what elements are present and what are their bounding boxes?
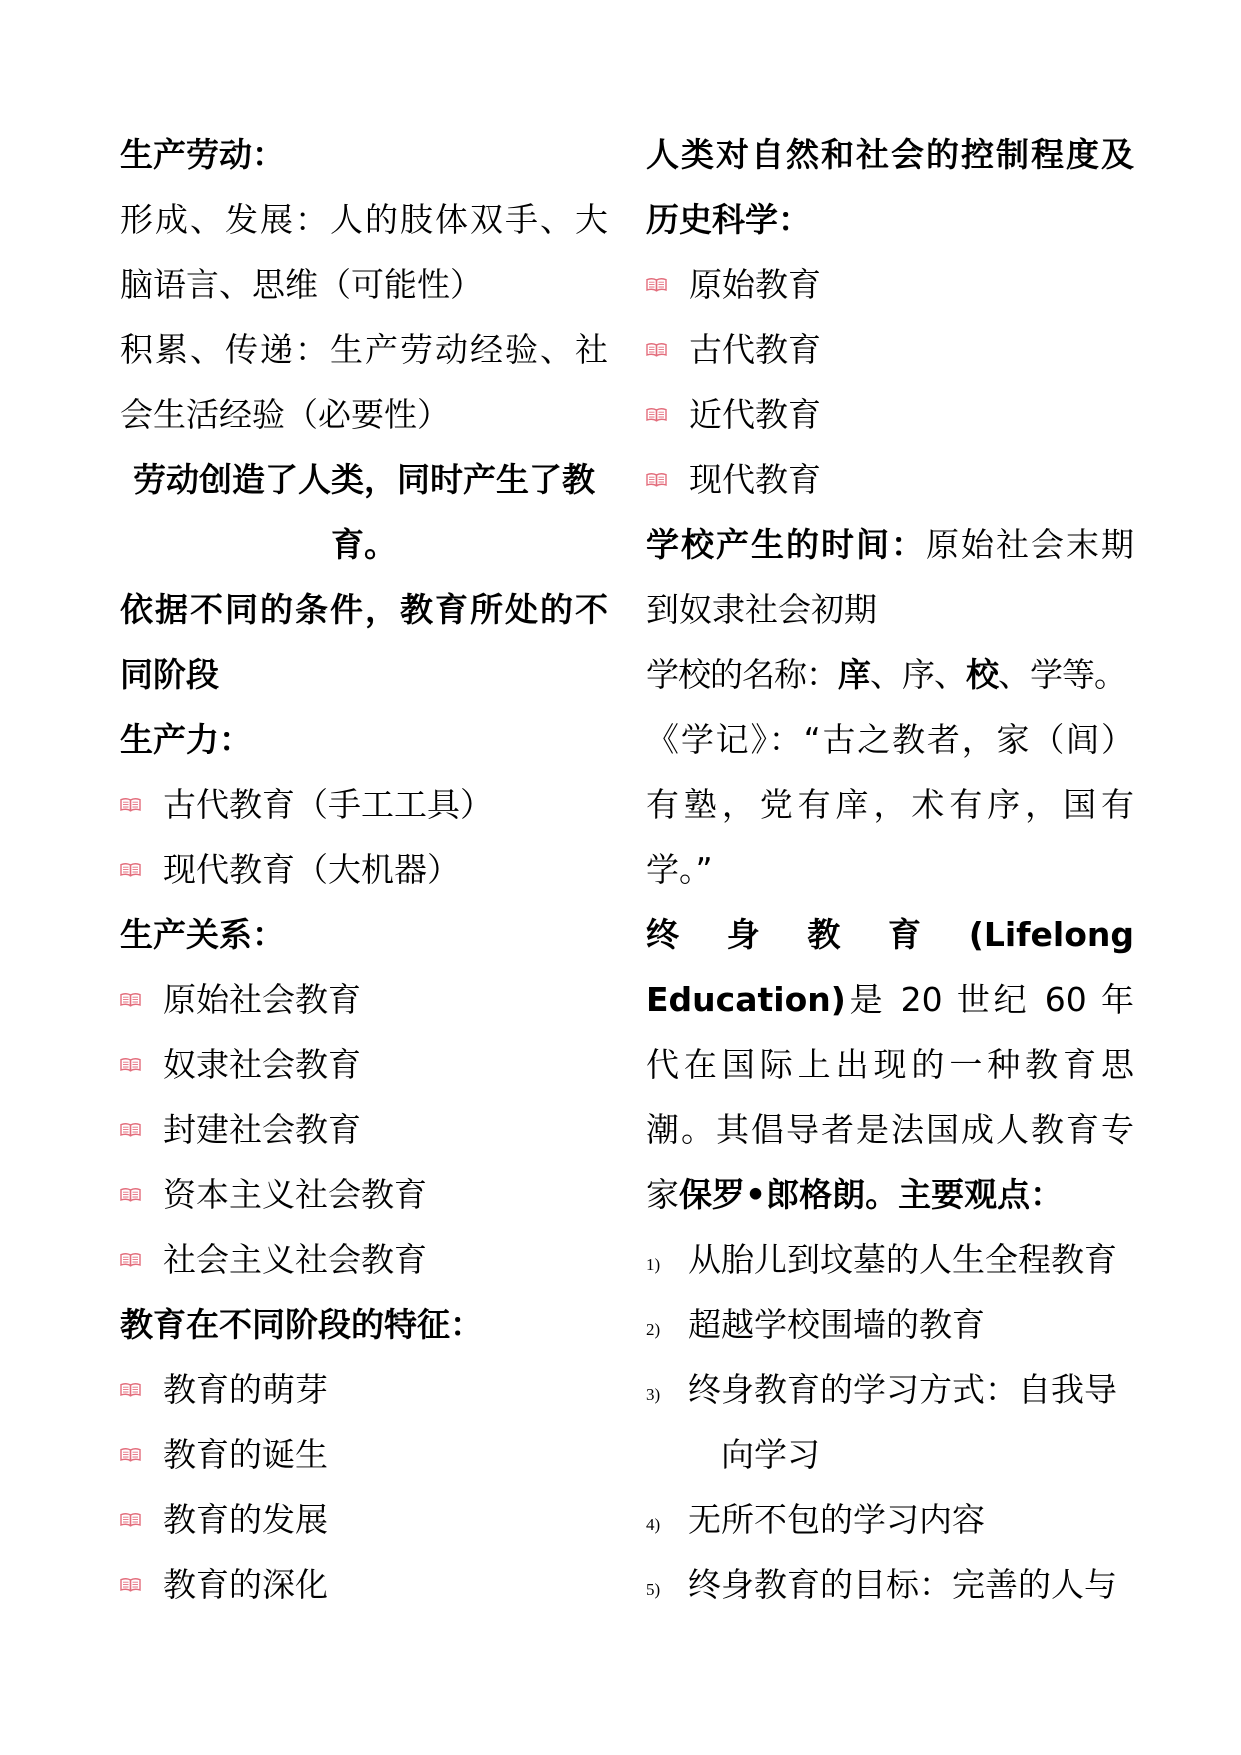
list-item bbox=[646, 447, 1134, 512]
list-item bbox=[120, 1552, 608, 1617]
school-time-text: 原始社会末期到奴隶社会初期 bbox=[646, 525, 1134, 629]
numbered-item bbox=[646, 1227, 1134, 1292]
list-item bbox=[120, 1162, 608, 1227]
paragraph: 形成、发展：人的肢体双手、大脑语言、思维（可能性） bbox=[120, 200, 608, 304]
school-name-xiang: 庠 bbox=[838, 655, 870, 694]
conclusion-statement: 劳动创造了人类，同时产生了教育。 bbox=[133, 460, 595, 564]
school-name-xiao: 校 bbox=[966, 655, 998, 694]
list-item-text: 现代教育 bbox=[689, 460, 821, 499]
list-item bbox=[646, 382, 1134, 447]
book-icon bbox=[646, 407, 667, 422]
lifelong-advocate: 保罗•郎格朗。主要观点： bbox=[679, 1175, 1064, 1214]
book-icon bbox=[120, 1512, 141, 1527]
right-column bbox=[646, 122, 1134, 1617]
list-item-text: 古代教育（手工工具） bbox=[163, 785, 493, 824]
numbered-item-text: 超越学校围墙的教育 bbox=[688, 1305, 985, 1344]
book-icon bbox=[120, 1122, 141, 1137]
lifelong-text: 是 20 世纪 60 年代在国际上出现的一种教育思潮。其倡导者是法国成人教育专家 bbox=[646, 980, 1134, 1214]
book-icon bbox=[120, 1577, 141, 1592]
list-item bbox=[646, 252, 1134, 317]
book-icon bbox=[120, 797, 141, 812]
list-item-text: 奴隶社会教育 bbox=[163, 1045, 361, 1084]
list-item-text: 教育的萌芽 bbox=[163, 1370, 328, 1409]
heading-relations: 生产关系： bbox=[120, 915, 285, 954]
list-item bbox=[120, 837, 608, 902]
heading-features: 教育在不同阶段的特征： bbox=[120, 1305, 483, 1344]
list-item bbox=[120, 1032, 608, 1097]
numbered-item bbox=[646, 1357, 1134, 1487]
list-item-text: 原始社会教育 bbox=[163, 980, 361, 1019]
school-time-label: 学校产生的时间： bbox=[646, 525, 926, 564]
school-time-paragraph bbox=[646, 512, 1134, 642]
left-column bbox=[120, 122, 608, 1617]
list-item bbox=[120, 1422, 608, 1487]
list-item bbox=[120, 1357, 608, 1422]
school-name-rest: 、学等。 bbox=[998, 655, 1126, 694]
list-item-text: 原始教育 bbox=[689, 265, 821, 304]
heading-production-labor: 生产劳动： bbox=[120, 135, 285, 174]
list-item bbox=[120, 1487, 608, 1552]
book-icon bbox=[120, 992, 141, 1007]
list-item-text: 社会主义社会教育 bbox=[163, 1240, 427, 1279]
list-item-text: 现代教育（大机器） bbox=[163, 850, 460, 889]
list-item-text: 资本主义社会教育 bbox=[163, 1175, 427, 1214]
heading-productivity: 生产力： bbox=[120, 720, 252, 759]
list-item-text: 近代教育 bbox=[689, 395, 821, 434]
numbered-item bbox=[646, 1292, 1134, 1357]
item-number: 3) bbox=[646, 1385, 661, 1404]
numbered-item-text: 无所不包的学习内容 bbox=[688, 1500, 985, 1539]
list-item-text: 教育的发展 bbox=[163, 1500, 328, 1539]
book-icon bbox=[120, 1447, 141, 1462]
list-item bbox=[120, 1097, 608, 1162]
list-item bbox=[120, 772, 608, 837]
xueji-quote: 《学记》：“古之教者，家（闾）有塾，党有庠，术有序，国有学。” bbox=[646, 720, 1134, 889]
list-item bbox=[120, 967, 608, 1032]
item-number: 2) bbox=[646, 1320, 661, 1339]
item-number: 5) bbox=[646, 1580, 661, 1599]
list-item-text: 古代教育 bbox=[689, 330, 821, 369]
school-names-paragraph bbox=[646, 642, 1134, 707]
numbered-item bbox=[646, 1552, 1134, 1617]
list-item bbox=[120, 1227, 608, 1292]
heading-control: 人类对自然和社会的控制程度及历史科学： bbox=[646, 135, 1134, 239]
book-icon bbox=[120, 1382, 141, 1397]
numbered-item bbox=[646, 1487, 1134, 1552]
book-icon bbox=[646, 342, 667, 357]
numbered-item-text: 从胎儿到坟墓的人生全程教育 bbox=[688, 1240, 1117, 1279]
list-item-text: 封建社会教育 bbox=[163, 1110, 361, 1149]
item-number: 1) bbox=[646, 1255, 661, 1274]
school-name-separator: 、序、 bbox=[870, 655, 966, 694]
paragraph: 积累、传递：生产劳动经验、社会生活经验（必要性） bbox=[120, 330, 608, 434]
lifelong-term: 终身教育(Lifelong Education) bbox=[646, 915, 1134, 1019]
numbered-item-text: 终身教育的学习方式：自我导向学习 bbox=[688, 1370, 1117, 1474]
book-icon bbox=[120, 1057, 141, 1072]
heading-stages: 依据不同的条件，教育所处的不同阶段 bbox=[120, 590, 608, 694]
book-icon bbox=[646, 472, 667, 487]
list-item-text: 教育的深化 bbox=[163, 1565, 328, 1604]
list-item-text: 教育的诞生 bbox=[163, 1435, 328, 1474]
list-item bbox=[646, 317, 1134, 382]
book-icon bbox=[120, 1252, 141, 1267]
book-icon bbox=[120, 1187, 141, 1202]
book-icon bbox=[120, 862, 141, 877]
book-icon bbox=[646, 277, 667, 292]
item-number: 4) bbox=[646, 1515, 661, 1534]
numbered-item-text: 终身教育的目标：完善的人与 bbox=[688, 1565, 1117, 1604]
school-names-label: 学校的名称： bbox=[646, 655, 838, 694]
lifelong-paragraph bbox=[646, 902, 1134, 1227]
